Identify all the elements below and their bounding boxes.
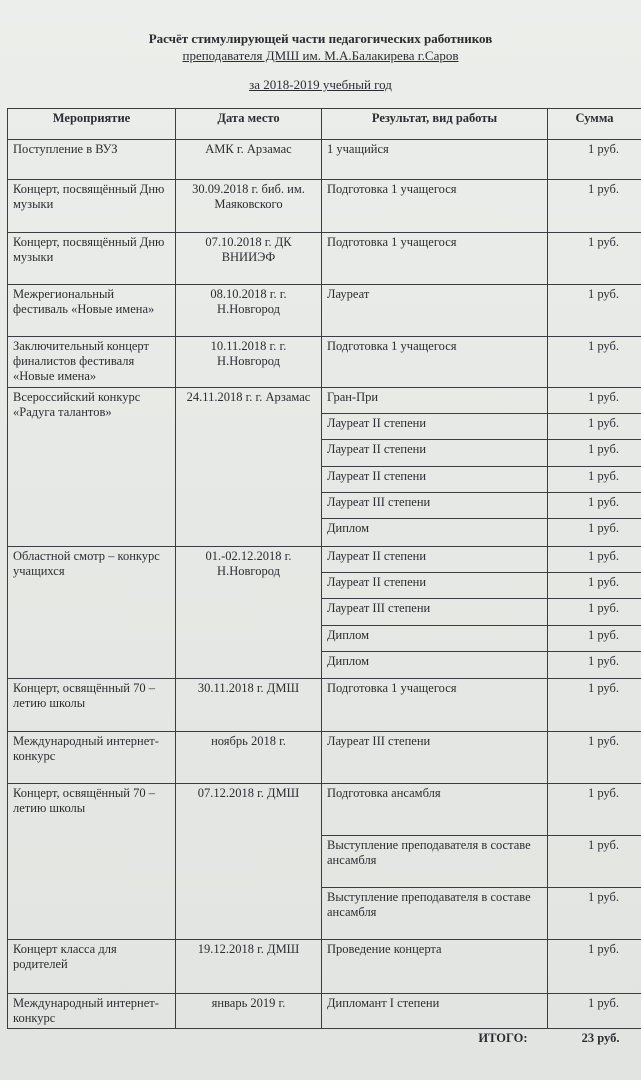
sum-cell: 1 руб. xyxy=(548,440,641,467)
table-row xyxy=(8,337,641,388)
event-date-place-cell: 07.10.2018 г. ДК ВНИИЭФ xyxy=(176,233,322,285)
result-cell: Лауреат II степени xyxy=(322,467,548,493)
sum-cell: 1 руб. xyxy=(548,836,641,888)
total-value: 23 руб. xyxy=(581,1031,620,1045)
sum-cell: 1 руб. xyxy=(548,233,641,285)
sum-cell: 1 руб. xyxy=(548,337,641,388)
event-date-place-cell: 07.12.2018 г. ДМШ xyxy=(176,784,322,940)
table-row xyxy=(8,679,641,732)
sum-cell: 1 руб. xyxy=(548,285,641,337)
result-cell: Подготовка ансамбля xyxy=(322,784,548,836)
result-cell: Диплом xyxy=(322,626,548,652)
table-row xyxy=(8,388,641,414)
sum-cell: 1 руб. xyxy=(548,140,641,180)
document-title: Расчёт стимулирующей части педагогических работников xyxy=(148,31,493,46)
document-subtitle: преподавателя ДМШ им. М.А.Балакирева г.Саров xyxy=(182,48,459,63)
table-row xyxy=(8,994,641,1029)
column-header-result: Результат, вид работы xyxy=(322,109,548,140)
result-cell: Лауреат II степени xyxy=(322,573,548,599)
sum-cell: 1 руб. xyxy=(548,784,641,836)
event-name-cell: Межрегиональный фестиваль «Новые имена» xyxy=(8,285,176,337)
result-cell: Лауреат II степени xyxy=(322,440,548,467)
sum-cell: 1 руб. xyxy=(548,414,641,440)
result-cell: Гран-При xyxy=(322,388,548,414)
event-name-cell: Концерт, посвящённый Дню музыки xyxy=(8,233,176,285)
sum-cell: 1 руб. xyxy=(548,994,641,1029)
sum-cell: 1 руб. xyxy=(548,888,641,940)
column-header-sum: Сумма xyxy=(548,109,641,140)
sum-cell: 1 руб. xyxy=(548,547,641,573)
event-date-place-cell: 30.09.2018 г. биб. им. Маяковского xyxy=(176,180,322,233)
sum-cell: 1 руб. xyxy=(548,626,641,652)
table-row xyxy=(8,285,641,337)
result-cell: Лауреат III степени xyxy=(322,599,548,626)
sum-cell: 1 руб. xyxy=(548,599,641,626)
bonus-table xyxy=(7,108,641,1048)
event-name-cell: Международный интернет- конкурс xyxy=(8,732,176,784)
sum-cell: 1 руб. xyxy=(548,519,641,547)
table-row xyxy=(8,732,641,784)
event-date-place-cell: 08.10.2018 г. г. Н.Новгород xyxy=(176,285,322,337)
event-name-cell: Заключительный концерт финалистов фестиваля «Новые имена» xyxy=(8,337,176,388)
event-name-cell: Международный интернет- конкурс xyxy=(8,994,176,1029)
result-cell: Подготовка 1 учащегося xyxy=(322,679,548,732)
result-cell: Лауреат xyxy=(322,285,548,337)
table-header-row xyxy=(8,109,641,140)
column-header-event: Мероприятие xyxy=(8,109,176,140)
event-name-cell: Концерт, освящённый 70 –летию школы xyxy=(8,679,176,732)
result-cell: Выступление преподавателя в составе ансамбля xyxy=(322,836,548,888)
result-cell: 1 учащийся xyxy=(322,140,548,180)
result-cell: Подготовка 1 учащегося xyxy=(322,337,548,388)
event-date-place-cell: АМК г. Арзамас xyxy=(176,140,322,180)
table-body xyxy=(8,140,641,1049)
event-date-place-cell: 01.-02.12.2018 г. Н.Новгород xyxy=(176,547,322,679)
table-row xyxy=(8,784,641,836)
event-name-cell: Областной смотр – конкурс учащихся xyxy=(8,547,176,679)
event-name-cell: Концерт, освящённый 70 –летию школы xyxy=(8,784,176,940)
sum-cell: 1 руб. xyxy=(548,732,641,784)
academic-year: за 2018-2019 учебный год xyxy=(249,77,392,92)
event-date-place-cell: январь 2019 г. xyxy=(176,994,322,1029)
sum-cell: 1 руб. xyxy=(548,679,641,732)
sum-cell: 1 руб. xyxy=(548,467,641,493)
event-date-place-cell: 24.11.2018 г. г. Арзамас xyxy=(176,388,322,547)
result-cell: Диплом xyxy=(322,519,548,547)
event-date-place-cell: 19.12.2018 г. ДМШ xyxy=(176,940,322,994)
document-header xyxy=(0,0,641,93)
result-cell: Проведение концерта xyxy=(322,940,548,994)
result-cell: Диплом xyxy=(322,652,548,679)
event-name-cell: Концерт класса для родителей xyxy=(8,940,176,994)
column-header-date: Дата место xyxy=(176,109,322,140)
sum-cell: 1 руб. xyxy=(548,573,641,599)
sum-cell: 1 руб. xyxy=(548,652,641,679)
sum-cell: 1 руб. xyxy=(548,493,641,519)
result-cell: Лауреат II степени xyxy=(322,547,548,573)
sum-cell: 1 руб. xyxy=(548,940,641,994)
table-row xyxy=(8,547,641,573)
result-cell: Подготовка 1 учащегося xyxy=(322,233,548,285)
sum-cell: 1 руб. xyxy=(548,180,641,233)
result-cell: Выступление преподавателя в составе ансамбля xyxy=(322,888,548,940)
table-row xyxy=(8,140,641,180)
event-date-place-cell: 30.11.2018 г. ДМШ xyxy=(176,679,322,732)
event-name-cell: Поступление в ВУЗ xyxy=(8,140,176,180)
result-cell: Подготовка 1 учащегося xyxy=(322,180,548,233)
event-name-cell: Всероссийский конкурс «Радуга талантов» xyxy=(8,388,176,547)
result-cell: Дипломант I степени xyxy=(322,994,548,1029)
result-cell: Лауреат III степени xyxy=(322,732,548,784)
event-name-cell: Концерт, посвящённый Дню музыки xyxy=(8,180,176,233)
event-date-place-cell: 10.11.2018 г. г. Н.Новгород xyxy=(176,337,322,388)
event-date-place-cell: ноябрь 2018 г. xyxy=(176,732,322,784)
table-row xyxy=(8,233,641,285)
result-cell: Лауреат II степени xyxy=(322,414,548,440)
table-row xyxy=(8,940,641,994)
table-row xyxy=(8,180,641,233)
sum-cell: 1 руб. xyxy=(548,388,641,414)
total-label: ИТОГО: xyxy=(478,1031,528,1045)
total-row xyxy=(8,1029,641,1049)
result-cell: Лауреат III степени xyxy=(322,493,548,519)
